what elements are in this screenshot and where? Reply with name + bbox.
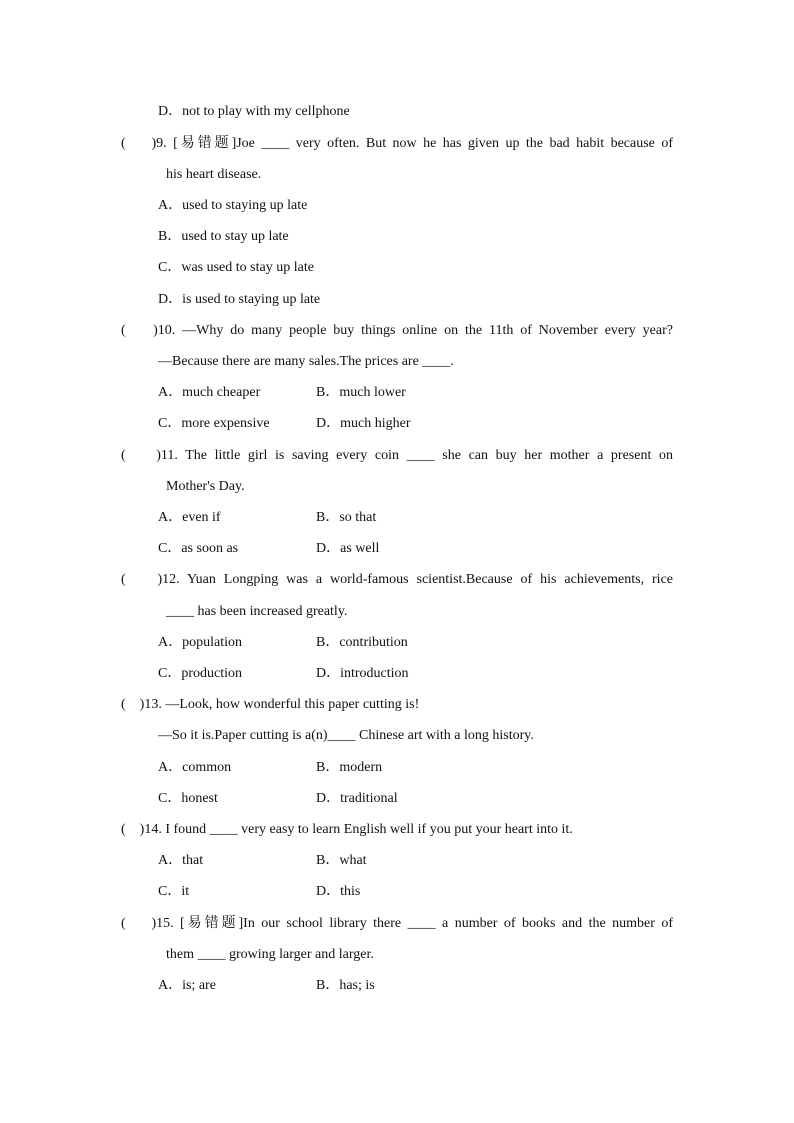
- q12-option-c: C．production: [158, 666, 242, 681]
- q10-option-d: D．much higher: [316, 416, 411, 431]
- q14-option-c: C．it: [158, 884, 190, 899]
- q15-stem-line1: ( )15. [易错题]In our school library there ____ a number of books and the number of: [121, 916, 673, 931]
- q9-stem-line1: ( )9. [易错题]Joe ____ very often. But now he has given up the bad habit because of: [121, 136, 673, 151]
- q12-option-d: D．introduction: [316, 666, 409, 681]
- q14-stem-line1: ( )14. I found ____ very easy to learn English well if you put your heart into it.: [121, 822, 573, 837]
- q15-option-a: A．is; are: [158, 978, 216, 993]
- q11-option-d: D．as well: [316, 541, 380, 556]
- q11-option-c: C．as soon as: [158, 541, 239, 556]
- q14-option-b: B．what: [316, 853, 367, 868]
- q9-option-b: B．used to stay up late: [158, 229, 289, 244]
- q15-option-b: B．has; is: [316, 978, 375, 993]
- q9-option-a: A．used to staying up late: [158, 198, 308, 213]
- q11-option-b: B．so that: [316, 510, 377, 525]
- q10-option-b: B．much lower: [316, 385, 406, 400]
- q13-option-d: D．traditional: [316, 791, 398, 806]
- q13-option-a: A．common: [158, 760, 232, 775]
- q9-option-d: D．is used to staying up late: [158, 292, 321, 307]
- q13-option-b: B．modern: [316, 760, 383, 775]
- q12-stem-line1: ( )12. Yuan Longping was a world-famous scientist.Because of his achievements, rice: [121, 572, 673, 587]
- q11-stem-line1: ( )11. The little girl is saving every coin ____ she can buy her mother a present on: [121, 448, 673, 463]
- q15-stem-line2: them ____ growing larger and larger.: [166, 947, 374, 962]
- q14-option-a: A．that: [158, 853, 204, 868]
- q14-option-d: D．this: [316, 884, 361, 899]
- q9-stem-line2: his heart disease.: [166, 167, 262, 182]
- q13-option-c: C．honest: [158, 791, 218, 806]
- q10-option-c: C．more expensive: [158, 416, 270, 431]
- q13-stem-line2: —So it is.Paper cutting is a(n)____ Chinese art with a long history.: [158, 728, 534, 743]
- q11-option-a: A．even if: [158, 510, 221, 525]
- q10-stem-line1: ( )10. —Why do many people buy things online on the 11th of November every year?: [121, 323, 673, 338]
- q12-option-b: B．contribution: [316, 635, 408, 650]
- q9-option-c: C．was used to stay up late: [158, 260, 314, 275]
- q10-stem-line2: —Because there are many sales.The prices are ____.: [158, 354, 454, 369]
- q13-stem-line1: ( )13. —Look, how wonderful this paper cutting is!: [121, 697, 420, 712]
- q12-stem-line2: ____ has been increased greatly.: [166, 604, 348, 619]
- q11-stem-line2: Mother's Day.: [166, 479, 245, 494]
- q12-option-a: A．population: [158, 635, 242, 650]
- q10-option-a: A．much cheaper: [158, 385, 261, 400]
- q8-option-d: D．not to play with my cellphone: [158, 104, 350, 119]
